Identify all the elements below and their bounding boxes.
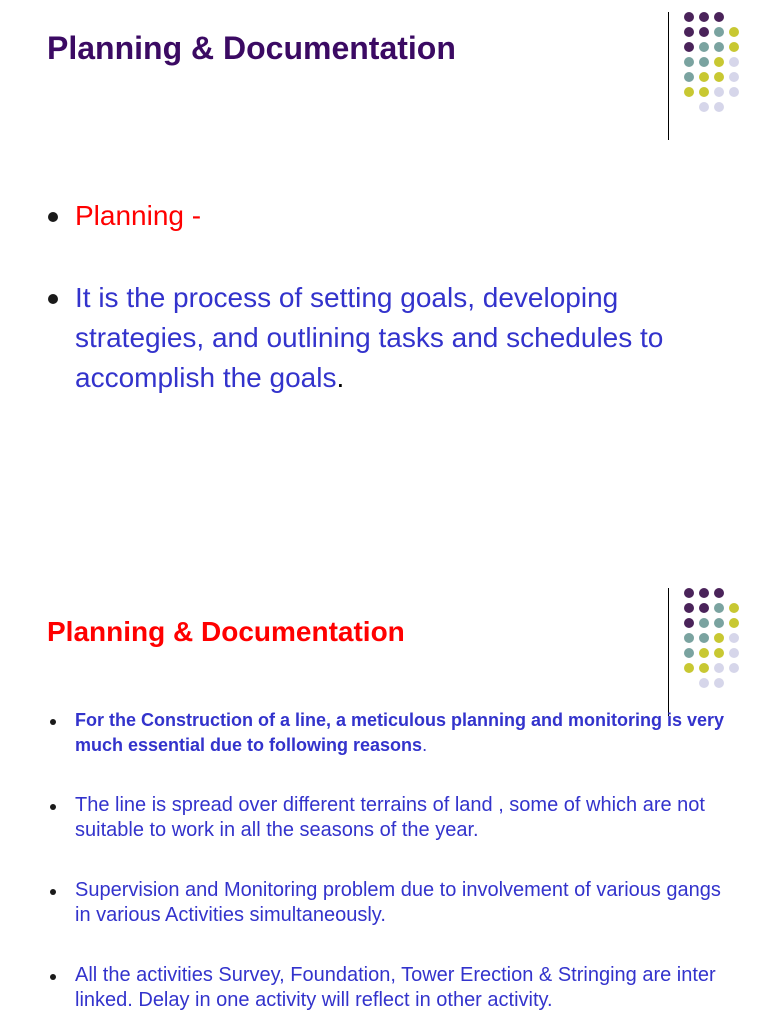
dot bbox=[699, 87, 709, 97]
dot bbox=[714, 663, 724, 673]
bullet-trailing-period: . bbox=[422, 735, 428, 755]
dot bbox=[684, 633, 694, 643]
bullet-icon bbox=[50, 719, 56, 725]
bullet-text: It is the process of setting goals, developing strategies, and outlining tasks and schedules to accomplish the goals bbox=[75, 282, 664, 393]
dot bbox=[699, 42, 709, 52]
dot bbox=[714, 42, 724, 52]
dot bbox=[684, 87, 694, 97]
dot bbox=[699, 633, 709, 643]
bullet-icon bbox=[48, 294, 58, 304]
dot bbox=[729, 603, 739, 613]
dot bbox=[714, 648, 724, 658]
dot bbox=[699, 663, 709, 673]
list-item bbox=[48, 278, 738, 398]
list-item bbox=[48, 708, 738, 758]
list-item bbox=[48, 793, 738, 843]
slide-2-divider-line bbox=[668, 588, 669, 716]
list-item bbox=[48, 196, 738, 236]
dot bbox=[729, 27, 739, 37]
dot bbox=[714, 57, 724, 67]
dot bbox=[684, 42, 694, 52]
list-item bbox=[48, 963, 738, 1013]
bullet-text: Planning - bbox=[75, 200, 202, 231]
dot bbox=[714, 12, 724, 22]
dot bbox=[714, 102, 724, 112]
dot bbox=[729, 648, 739, 658]
dot bbox=[729, 618, 739, 628]
bullet-icon bbox=[50, 889, 56, 895]
slide-1-bullet-list bbox=[48, 196, 738, 398]
dot bbox=[699, 57, 709, 67]
dot bbox=[699, 648, 709, 658]
slide-2-title: Planning & Documentation bbox=[47, 616, 405, 647]
dot bbox=[714, 633, 724, 643]
dot bbox=[714, 72, 724, 82]
dot bbox=[699, 618, 709, 628]
dot bbox=[714, 618, 724, 628]
dot bbox=[699, 588, 709, 598]
dot bbox=[729, 663, 739, 673]
bullet-text: The line is spread over different terrains of land , some of which are not suitable to work in all the seasons of the year. bbox=[75, 794, 705, 841]
dot bbox=[699, 678, 709, 688]
dot bbox=[684, 57, 694, 67]
dot bbox=[699, 102, 709, 112]
dot bbox=[729, 72, 739, 82]
bullet-icon bbox=[48, 212, 58, 222]
bullet-icon bbox=[50, 974, 56, 980]
dot bbox=[684, 12, 694, 22]
bullet-trailing-period: . bbox=[336, 362, 345, 393]
dot bbox=[729, 57, 739, 67]
dot bbox=[684, 618, 694, 628]
bullet-text: For the Construction of a line, a meticulous planning and monitoring is very much essential due to following reasons bbox=[75, 710, 725, 755]
slide-1-divider-line bbox=[668, 12, 669, 140]
list-item bbox=[48, 878, 738, 928]
dot bbox=[684, 663, 694, 673]
dot bbox=[699, 72, 709, 82]
slide-2-bullet-list bbox=[48, 708, 738, 1013]
dot bbox=[729, 87, 739, 97]
dot bbox=[714, 87, 724, 97]
dot bbox=[714, 588, 724, 598]
dot bbox=[684, 27, 694, 37]
dot bbox=[684, 648, 694, 658]
dot bbox=[699, 27, 709, 37]
dot bbox=[684, 72, 694, 82]
dot bbox=[714, 27, 724, 37]
dot bbox=[699, 603, 709, 613]
bullet-text: All the activities Survey, Foundation, Tower Erection & Stringing are inter linked. Delay in one activity will reflect in other activity. bbox=[75, 964, 716, 1011]
dot bbox=[684, 603, 694, 613]
slide-2 bbox=[0, 576, 768, 1024]
dot bbox=[699, 12, 709, 22]
dot bbox=[714, 678, 724, 688]
dot bbox=[714, 603, 724, 613]
dot bbox=[684, 588, 694, 598]
slide-1-title: Planning & Documentation bbox=[47, 30, 456, 66]
bullet-text: Supervision and Monitoring problem due to involvement of various gangs in various Activities simultaneously. bbox=[75, 879, 721, 926]
dot bbox=[729, 42, 739, 52]
bullet-icon bbox=[50, 804, 56, 810]
dot bbox=[729, 633, 739, 643]
